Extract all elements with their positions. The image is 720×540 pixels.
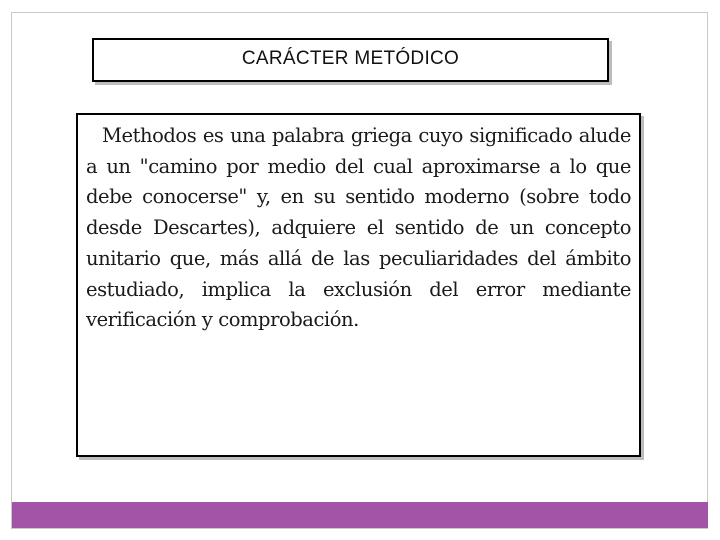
footer-bar: [12, 502, 708, 528]
body-text-box: [76, 113, 641, 457]
title-box: [92, 38, 609, 82]
body-paragraph: Methodos es una palabra griega cuyo significado alude a un "camino por medio del cual aproximarse a lo que debe conocerse" y, en su sentido moderno (sobre todo desde Descartes), adquiere el sentido de un concepto unitario que, más allá de las peculiaridades del ámbito estudiado, implica la exclusión del error mediante verificación y comprobación.: [86, 124, 631, 332]
slide-title: CARÁCTER METÓDICO: [241, 48, 460, 69]
